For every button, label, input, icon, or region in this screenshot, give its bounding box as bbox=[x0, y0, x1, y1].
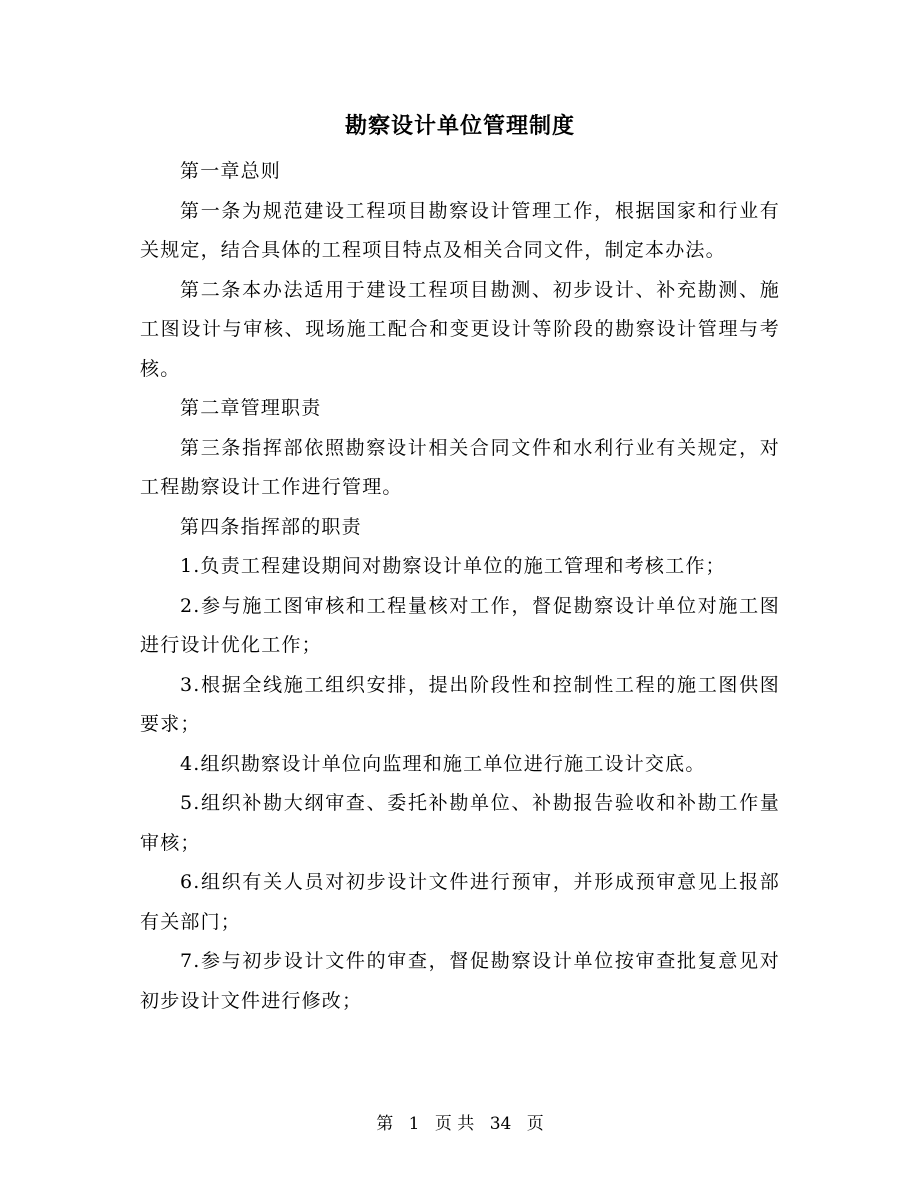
footer-suffix: 页 bbox=[526, 1114, 544, 1134]
list-item: 7.参与初步设计文件的审查，督促勘察设计单位按审查批复意见对初步设计文件进行修改； bbox=[140, 950, 780, 1012]
footer-current-page: 1 bbox=[408, 1114, 420, 1134]
document-body bbox=[140, 152, 780, 1021]
list-item: 6.组织有关人员对初步设计文件进行预审，并形成预审意见上报部有关部门； bbox=[140, 871, 780, 933]
page-footer bbox=[0, 1110, 920, 1138]
footer-total-pages: 34 bbox=[489, 1114, 512, 1134]
list-item: 2.参与施工图审核和工程量核对工作，督促勘察设计单位对施工图进行设计优化工作； bbox=[140, 594, 780, 656]
list-item: 1.负责工程建设期间对勘察设计单位的施工管理和考核工作； bbox=[180, 555, 726, 577]
list-item: 3.根据全线施工组织安排，提出阶段性和控制性工程的施工图供图要求； bbox=[140, 673, 780, 735]
article-paragraph: 第三条指挥部依照勘察设计相关合同文件和水利行业有关规定，对工程勘察设计工作进行管理。 bbox=[140, 436, 780, 498]
chapter-heading: 第一章总则 bbox=[180, 160, 282, 182]
footer-middle: 页 共 bbox=[434, 1114, 475, 1134]
list-item: 5.组织补勘大纲审查、委托补勘单位、补勘报告验收和补勘工作量审核； bbox=[140, 792, 780, 854]
list-item: 4.组织勘察设计单位向监理和施工单位进行施工设计交底。 bbox=[180, 752, 706, 775]
article-paragraph: 第二条本办法适用于建设工程项目勘测、初步设计、补充勘测、施工图设计与审核、现场施工配合和变更设计等阶段的勘察设计管理与考核。 bbox=[140, 278, 780, 380]
article-paragraph: 第四条指挥部的职责 bbox=[180, 515, 362, 538]
chapter-heading: 第二章管理职责 bbox=[180, 397, 322, 419]
page-title: 勘察设计单位管理制度 bbox=[344, 113, 575, 139]
footer-prefix: 第 bbox=[376, 1114, 394, 1134]
article-paragraph: 第一条为规范建设工程项目勘察设计管理工作，根据国家和行业有关规定，结合具体的工程项目特点及相关合同文件，制定本办法。 bbox=[140, 199, 780, 261]
